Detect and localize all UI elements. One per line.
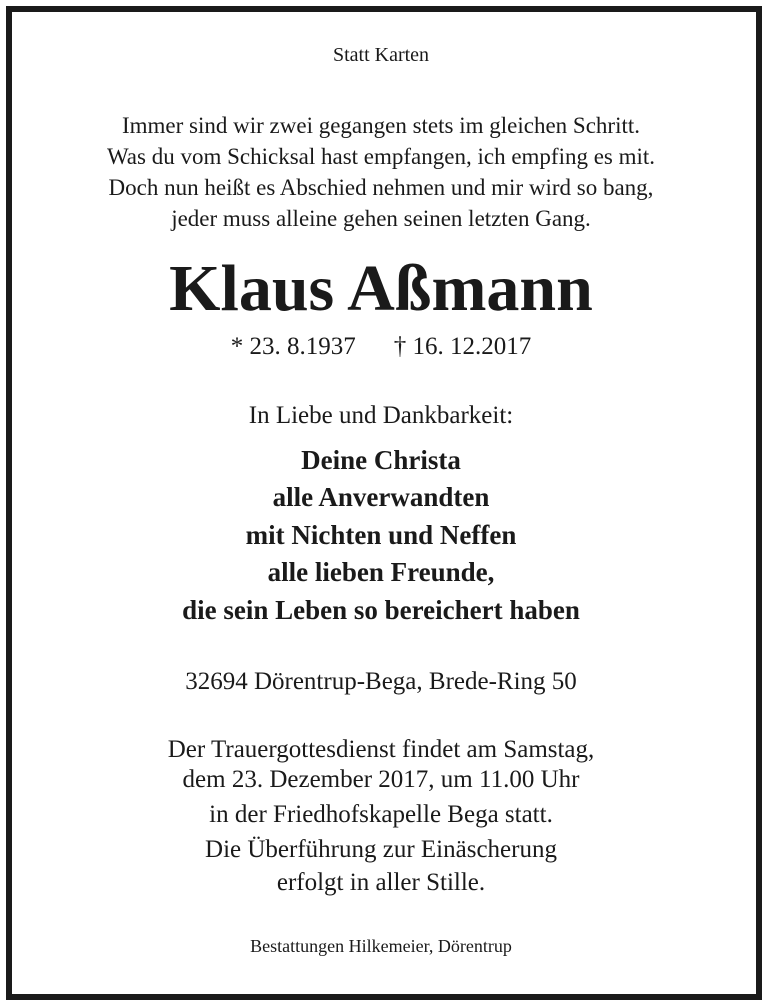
service-line: Die Überführung zur Einäscherung (205, 836, 557, 863)
poem-line: Doch nun heißt es Abschied nehmen und mir wird so bang, (108, 175, 654, 200)
mourner-line: mit Nichten und Neffen (245, 520, 517, 550)
service-line: dem 23. Dezember 2017, um 11.00 Uhr (182, 766, 580, 793)
mourner-line: alle lieben Freunde, (267, 557, 495, 587)
poem-line: jeder muss alleine gehen seinen letzten Gang. (171, 206, 591, 231)
poem-line: Was du vom Schicksal hast empfangen, ich empfing es mit. (106, 144, 656, 169)
funeral-home: Bestattungen Hilkemeier, Dörentrup (250, 936, 512, 956)
mourner-line: Deine Christa (301, 445, 461, 475)
mourners-intro: In Liebe und Dankbarkeit: (248, 402, 514, 429)
life-dates (0, 333, 762, 361)
family-address: 32694 Dörentrup-Bega, Brede-Ring 50 (185, 668, 577, 695)
mourner-line: die sein Leben so bereichert haben (182, 595, 580, 625)
birth-date: * 23. 8.1937 (230, 333, 356, 360)
mourner-line: alle Anverwandten (272, 482, 490, 512)
deceased-name: Klaus Aßmann (169, 252, 593, 325)
header-statt-karten: Statt Karten (332, 44, 430, 66)
service-line: erfolgt in aller Stille. (276, 869, 486, 896)
service-line: Der Trauergottesdienst findet am Samstag, (167, 736, 595, 763)
poem-line: Immer sind wir zwei gegangen stets im gleichen Schritt. (121, 113, 640, 138)
service-line: in der Friedhofskapelle Bega statt. (209, 801, 553, 828)
death-date: † 16. 12.2017 (393, 333, 532, 360)
